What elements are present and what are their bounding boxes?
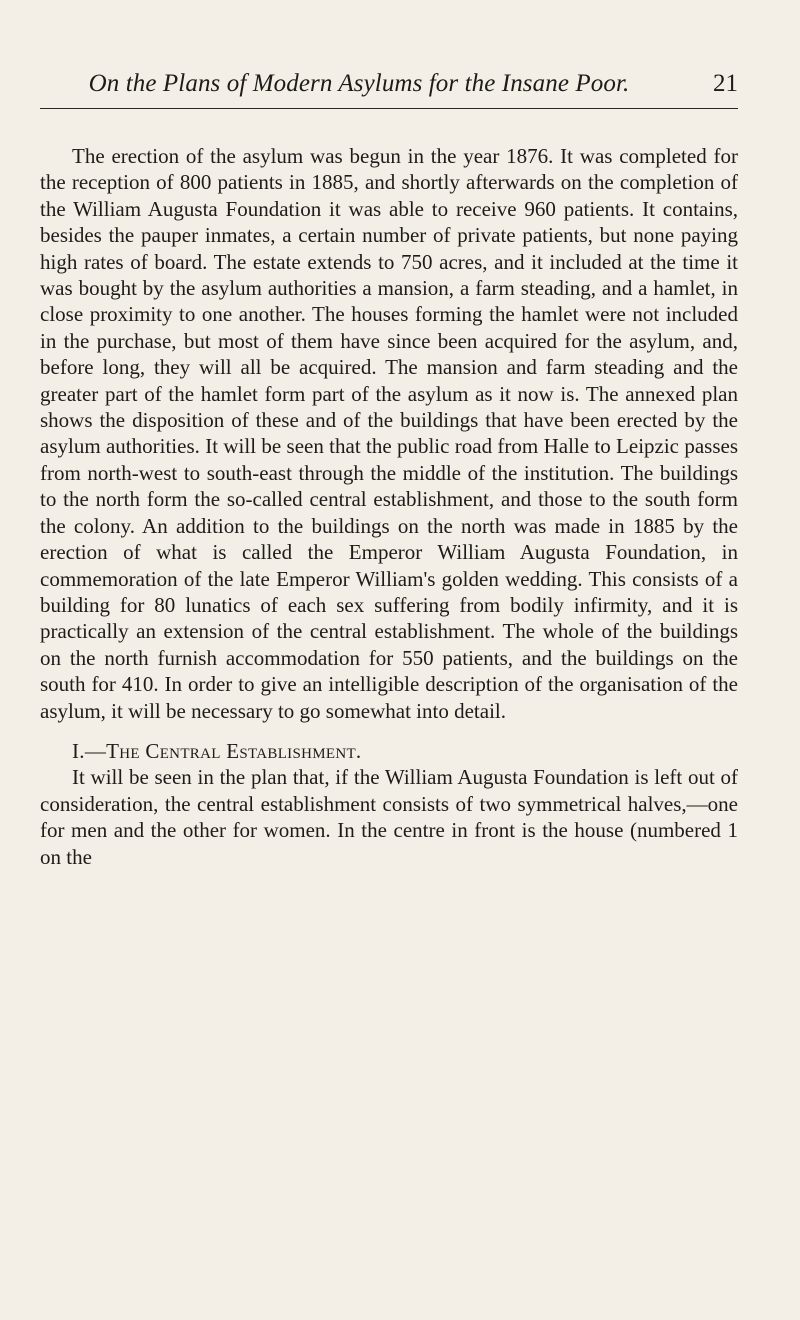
running-head [40,68,738,109]
page-number: 21 [713,70,738,97]
section-heading: I.—The Central Establishment. [72,738,362,763]
paragraph-2: It will be seen in the plan that, if the William Augusta Foundation is left out of consideration, the central establishment consists of two symmetrical halves,—one for men and the other for women. In the centre in front is the house (numbered 1 on the [40,765,738,869]
body-text [40,143,738,870]
paragraph-1: The erection of the asylum was begun in the year 1876. It was completed for the reception of 800 patients in 1885, and shortly afterwards on the completion of the William Augusta Foundation it was able to receive 960 patients. It contains, besides the pauper inmates, a certain number of private patients, but none paying high rates of board. The estate extends to 750 acres, and it included at the time it was bought by the asylum authorities a mansion, a farm steading, and a hamlet, in close proximity to one another. The houses forming the hamlet were not included in the purchase, but most of them have since been acquired for the asylum, and, before long, they will all be acquired. The mansion and farm steading and the greater part of the hamlet form part of the asylum as it now is. The annexed plan shows the disposition of these and of the buildings that have been erected by the asylum authorities. It will be seen that the public road from Halle to Leipzic passes from north-west to south-east through the middle of the institution. The buildings to the north form the so-called central establishment, and those to the south form the colony. An addition to the buildings on the north was made in 1885 by the erection of what is called the Emperor William Augusta Foundation, in commemoration of the late Emperor William's golden wedding. This consists of a building for 80 lunatics of each sex suffering from bodily infirmity, and it is practically an extension of the central establishment. The whole of the buildings on the north furnish accommodation for 550 patients, and the buildings on the south for 410. In order to give an intelligible description of the organisation of the asylum, it will be necessary to go somewhat into detail. [40,144,738,723]
running-title: On the Plans of Modern Asylums for the Insane Poor. [88,70,630,97]
